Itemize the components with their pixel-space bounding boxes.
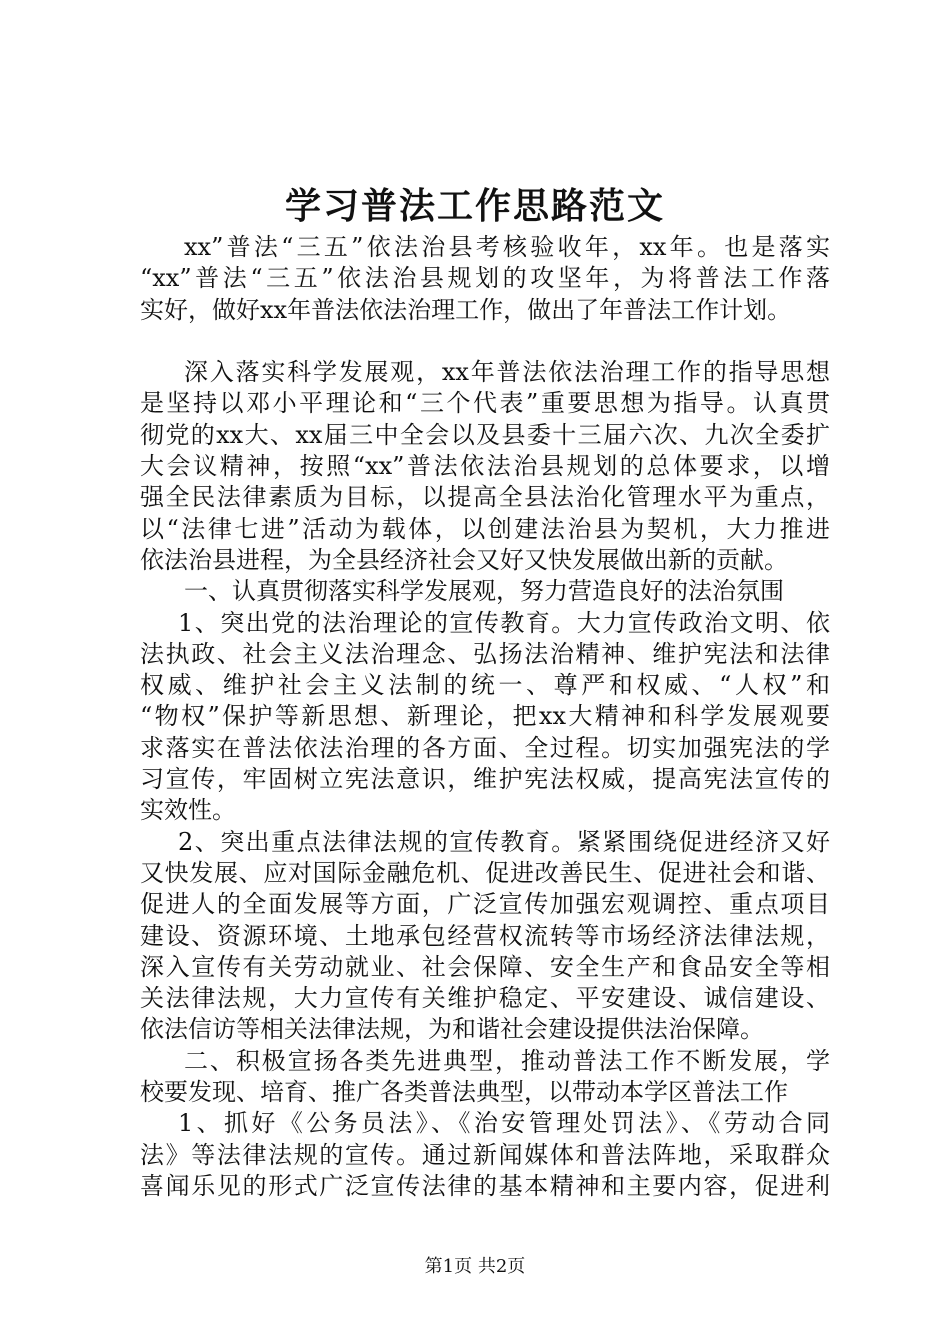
- text-line: xx”普法“三五”依法治县考核验收年，xx年。也是落实: [184, 233, 830, 261]
- text-line: 彻党的xx大、xx届三中全会以及县委十三届六次、九次全委扩: [140, 420, 830, 449]
- text-line: 法执政、社会主义法治理念、弘扬法治精神、维护宪法和法律: [140, 639, 830, 668]
- text-line: 是坚持以邓小平理论和“三个代表”重要思想为指导。认真贯: [140, 389, 830, 418]
- text-line: “物权”保护等新思想、新理论，把xx大精神和科学发展观要: [140, 702, 830, 731]
- document-title: 学习普法工作思路范文: [284, 185, 665, 227]
- text-line: 实效性。: [140, 796, 236, 825]
- text-line: 深入落实科学发展观，xx年普法依法治理工作的指导思想: [184, 358, 830, 387]
- text-line: 关法律法规，大力宣传有关维护稳定、平安建设、诚信建设、: [140, 984, 830, 1013]
- text-line: 依法信访等相关法律法规，为和谐社会建设提供法治保障。: [140, 1015, 764, 1044]
- text-line: 喜闻乐见的形式广泛宣传法律的基本精神和主要内容，促进利: [140, 1171, 830, 1200]
- text-line: 1、突出党的法治理论的宣传教育。大力宣传政治文明、依: [178, 608, 830, 637]
- text-line: “xx”普法“三五”依法治县规划的攻坚年，为将普法工作落: [140, 264, 830, 293]
- text-line: 以“法律七进”活动为载体，以创建法治县为契机，大力推进: [140, 514, 830, 543]
- text-line: 又快发展、应对国际金融危机、促进改善民生、促进社会和谐、: [140, 858, 830, 887]
- text-line: 促进人的全面发展等方面，广泛宣传加强宏观调控、重点项目: [140, 890, 830, 919]
- section-heading: 一、认真贯彻落实科学发展观，努力营造良好的法治氛围: [184, 577, 784, 606]
- text-line: 依法治县进程，为全县经济社会又好又快发展做出新的贡献。: [140, 545, 788, 574]
- blank-line: [140, 326, 830, 357]
- text-line: 习宣传，牢固树立宪法意识，维护宪法权威，提高宪法宣传的: [140, 765, 830, 794]
- section-heading: 二、积极宣扬各类先进典型，推动普法工作不断发展，学: [184, 1046, 830, 1075]
- text-line: 深入宣传有关劳动就业、社会保障、安全生产和食品安全等相: [140, 952, 830, 981]
- text-line: 权威、维护社会主义法制的统一、尊严和权威、“人权”和: [140, 671, 830, 700]
- text-line: 实好，做好xx年普法依法治理工作，做出了年普法工作计划。: [140, 295, 792, 324]
- text-line: 大会议精神，按照“xx”普法依法治县规划的总体要求，以增: [140, 452, 830, 481]
- text-line: 校要发现、培育、推广各类普法典型，以带动本学区普法工作: [140, 1078, 788, 1107]
- text-line: 建设、资源环境、土地承包经营权流转等市场经济法律法规，: [140, 921, 830, 950]
- text-line: 强全民法律素质为目标，以提高全县法治化管理水平为重点，: [140, 483, 830, 512]
- text-line: 求落实在普法依法治理的各方面、全过程。切实加强宪法的学: [140, 733, 830, 762]
- document-body: [140, 232, 830, 1202]
- text-line: 法》等法律法规的宣传。通过新闻媒体和普法阵地，采取群众: [140, 1140, 830, 1169]
- page-number-footer: 第1页 共2页: [424, 1256, 526, 1277]
- text-line: 1、抓好《公务员法》、《治安管理处罚法》、《劳动合同: [178, 1109, 830, 1138]
- text-line: 2、突出重点法律法规的宣传教育。紧紧围绕促进经济又好: [178, 827, 830, 856]
